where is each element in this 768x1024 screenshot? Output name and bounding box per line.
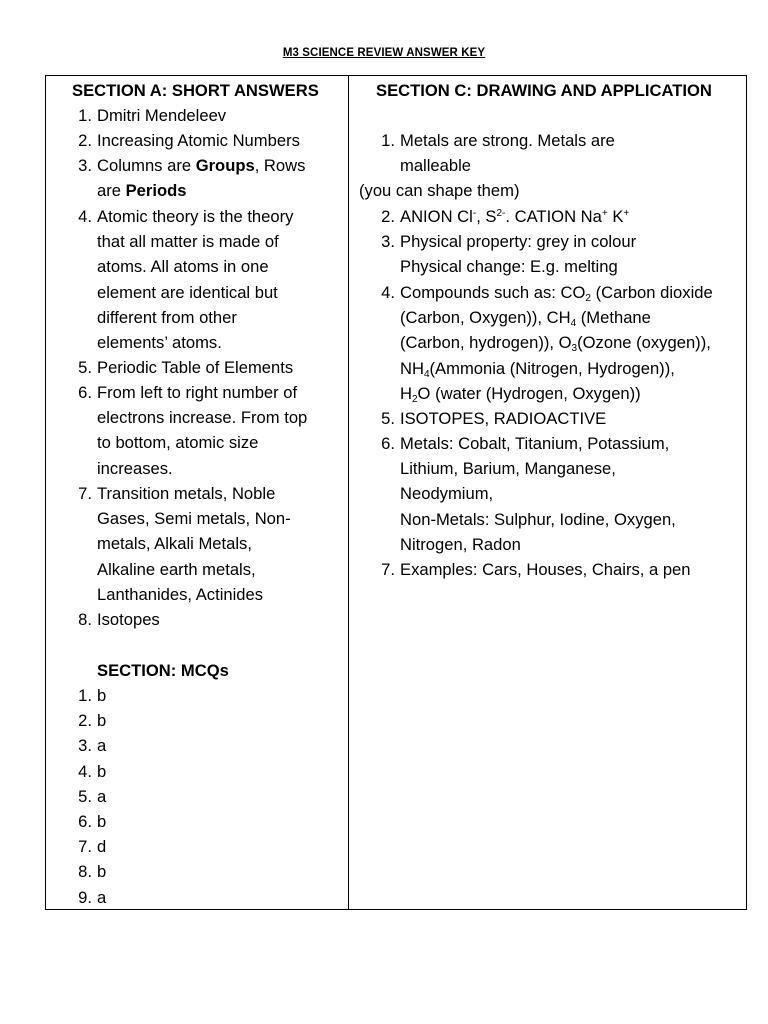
section-c-item-number: 6. xyxy=(381,434,395,453)
answer-line: to bottom, atomic size xyxy=(97,433,259,453)
answer-line: element are identical but xyxy=(97,282,278,302)
answer-line: Examples: Cars, Houses, Chairs, a pen xyxy=(400,560,691,579)
section-mcq-heading: SECTION: MCQs xyxy=(97,661,229,680)
section-c-item-number: 5. xyxy=(381,409,395,428)
mcq-answer: b xyxy=(97,761,107,781)
section-a-item xyxy=(97,153,305,203)
answer-line: Increasing Atomic Numbers xyxy=(97,131,300,150)
answer-line: that all matter is made of xyxy=(97,232,279,252)
mcq-item-number: 7. xyxy=(78,837,92,857)
mcq-item-number: 1. xyxy=(78,686,92,705)
answer-line: Metals are strong. Metals are xyxy=(400,131,615,150)
mcq-answer: d xyxy=(97,837,107,857)
mcq-item-number: 9. xyxy=(78,887,92,907)
answer-line: elements’ atoms. xyxy=(97,333,222,353)
section-a-item-number: 1. xyxy=(78,106,92,125)
answer-line: Isotopes xyxy=(97,610,160,629)
section-a-item xyxy=(97,481,291,607)
mcq-item-number: 4. xyxy=(78,761,92,781)
section-a-item-number: 4. xyxy=(78,207,92,226)
section-a-item xyxy=(97,607,160,632)
answer-line: $H_2O$ (water (Hydrogen, Oxygen)) xyxy=(400,383,641,405)
answer-line: Lithium, Barium, Manganese, xyxy=(400,459,616,479)
section-a-heading: SECTION A: SHORT ANSWERS xyxy=(72,81,319,100)
answer-line: Physical change: E.g. melting xyxy=(400,257,618,277)
section-c-item-number: 3. xyxy=(381,232,395,251)
mcq-answer: b xyxy=(97,711,107,731)
answer-line: Nitrogen, Radon xyxy=(400,534,521,554)
answer-line: atoms. All atoms in one xyxy=(97,257,269,277)
answer-line: (you can shape them) xyxy=(359,181,520,200)
answer-line: Physical property: grey in colour xyxy=(400,232,637,251)
answer-line: Periodic Table of Elements xyxy=(97,358,294,377)
answer-line: Metals: Cobalt, Titanium, Potassium, xyxy=(400,434,670,453)
answer-line: Atomic theory is the theory xyxy=(97,207,294,226)
section-c-item xyxy=(400,204,629,229)
section-c-item xyxy=(400,406,606,431)
mcq-answer: a xyxy=(97,887,107,907)
mcq-item-number: 2. xyxy=(78,711,92,731)
mcq-item-number: 8. xyxy=(78,862,92,882)
section-c-item xyxy=(400,431,676,557)
section-a-item xyxy=(97,204,293,355)
column-divider xyxy=(348,76,349,909)
answer-line: electrons increase. From top xyxy=(97,408,308,428)
section-c-item-number: 1. xyxy=(381,131,395,150)
section-a-item-number: 8. xyxy=(78,610,92,629)
section-a-item-number: 6. xyxy=(78,383,92,402)
answer-line: increases. xyxy=(97,458,173,478)
mcq-item-number: 5. xyxy=(78,786,92,806)
answer-table xyxy=(45,75,747,910)
section-c-item xyxy=(400,557,691,582)
answer-line: Non-Metals: Sulphur, Iodine, Oxygen, xyxy=(400,509,676,529)
document-title: M3 SCIENCE REVIEW ANSWER KEY xyxy=(282,47,486,59)
answer-line: Alkaline earth metals, xyxy=(97,559,256,579)
answer-line: Gases, Semi metals, Non- xyxy=(97,509,291,529)
answer-line: ANION Cl-, $S^{2-}$. CATION Na+ K+ xyxy=(400,207,630,226)
mcq-item-number: 6. xyxy=(78,812,92,831)
answer-line: Compounds such as: $CO_2$ (Carbon dioxide xyxy=(400,283,713,304)
mcq-answer: a xyxy=(97,786,107,806)
answer-line: malleable xyxy=(400,156,472,176)
section-c-item-number: 4. xyxy=(381,283,395,302)
answer-line: (Carbon, hydrogen)), $O_3(Ozone$ (oxygen)), xyxy=(400,333,711,355)
answer-line: Transition metals, Noble xyxy=(97,484,276,503)
section-c-heading: SECTION C: DRAWING AND APPLICATION xyxy=(376,81,712,100)
answer-line: Columns are Groups, Rows xyxy=(97,156,306,175)
section-a-item-number: 2. xyxy=(78,131,92,150)
section-a-item-number: 5. xyxy=(78,358,92,377)
answer-line: Dmitri Mendeleev xyxy=(97,106,227,125)
section-a-item-number: 7. xyxy=(78,484,92,503)
mcq-answer: b xyxy=(97,862,107,882)
section-a-item-number: 3. xyxy=(78,156,92,175)
answer-line: metals, Alkali Metals, xyxy=(97,534,252,554)
section-c-item xyxy=(400,128,615,178)
answer-line: ISOTOPES, RADIOACTIVE xyxy=(400,409,607,428)
section-c-item-number: 2. xyxy=(381,207,395,226)
mcq-item-number: 3. xyxy=(78,736,92,756)
section-c-item xyxy=(400,229,636,279)
answer-line: From left to right number of xyxy=(97,383,298,402)
mcq-answer: b xyxy=(97,686,107,705)
section-a-item xyxy=(97,380,307,481)
answer-line: are Periods xyxy=(97,181,187,201)
mcq-answer: b xyxy=(97,812,107,831)
section-c-item-number: 7. xyxy=(381,560,395,579)
section-c-item xyxy=(400,280,713,406)
section-a-item xyxy=(97,128,300,153)
mcq-answer: a xyxy=(97,736,107,756)
answer-line: Neodymium, xyxy=(400,484,494,504)
answer-line: Lanthanides, Actinides xyxy=(97,584,264,604)
section-c-note xyxy=(359,178,520,203)
section-a-item xyxy=(97,355,293,380)
answer-line: $NH_4(Ammonia$ (Nitrogen, Hydrogen)), xyxy=(400,358,675,380)
answer-line: (Carbon, Oxygen)), $CH_4$ (Methane xyxy=(400,308,651,330)
section-a-item xyxy=(97,103,226,128)
answer-line: different from other xyxy=(97,307,237,327)
